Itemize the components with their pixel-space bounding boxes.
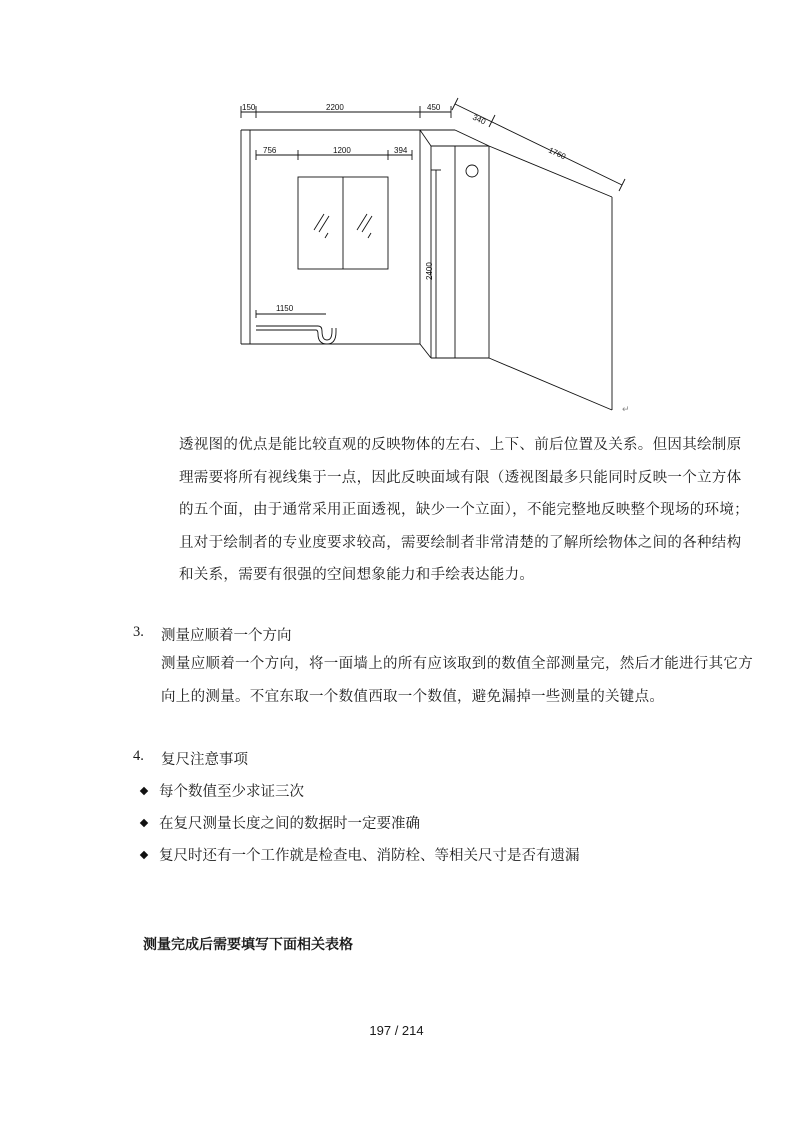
paragraph-line: 且对于绘制者的专业度要求较高，需要绘制者非常清楚的了解所绘物体之间的各种结构 bbox=[179, 534, 742, 551]
bullet-item: 每个数值至少求证三次 bbox=[141, 780, 304, 801]
sink-outline bbox=[256, 326, 332, 340]
perspective-drawing bbox=[0, 0, 793, 420]
section-3-line: 测量应顺着一个方向，将一面墙上的所有应该取到的数值全部测量完，然后才能进行其它方 bbox=[161, 656, 753, 672]
side-wall-bottom bbox=[489, 358, 612, 410]
dim-top-left: 150 bbox=[242, 103, 256, 112]
dim-inner-right: 394 bbox=[394, 146, 408, 155]
diamond-bullet-icon bbox=[140, 819, 148, 827]
bullet-item: 复尺时还有一个工作就是检查电、消防栓、等相关尺寸是否有遗漏 bbox=[141, 844, 580, 865]
bullet-item: 在复尺测量长度之间的数据时一定要准确 bbox=[141, 812, 420, 833]
return-mark: ↵ bbox=[622, 404, 630, 414]
section-3-body bbox=[161, 648, 753, 714]
section-4-title: 复尺注意事项 bbox=[161, 752, 248, 768]
diamond-bullet-icon bbox=[140, 787, 148, 795]
dim-height: 2400 bbox=[425, 262, 434, 280]
section-3-number: 3. bbox=[133, 624, 144, 640]
dim-diag-small: 340 bbox=[471, 112, 488, 127]
dim-diag-large: 1760 bbox=[547, 145, 568, 162]
dim-top-mid: 2200 bbox=[326, 103, 344, 112]
paragraph-line: 和关系，需要有很强的空间想象能力和手绘表达能力。 bbox=[179, 567, 535, 584]
perspective-description bbox=[179, 429, 749, 592]
diamond-bullet-icon bbox=[140, 851, 148, 859]
pipe-circle bbox=[466, 165, 478, 177]
closing-title: 测量完成后需要填写下面相关表格 bbox=[143, 937, 353, 953]
paragraph-line: 理需要将所有视线集于一点，因此反映面域有限（透视图最多只能同时反映一个立方体 bbox=[179, 469, 742, 486]
dim-sink: 1150 bbox=[276, 304, 294, 313]
dim-inner-left: 756 bbox=[263, 146, 277, 155]
section-3-line: 向上的测量。不宜东取一个数值西取一个数值，避免漏掉一些测量的关键点。 bbox=[161, 689, 665, 705]
page-number: 197 / 214 bbox=[369, 1023, 424, 1038]
dim-top-right: 450 bbox=[427, 103, 441, 112]
paragraph-line: 的五个面，由于通常采用正面透视，缺少一个立面），不能完整地反映整个现场的环境； bbox=[179, 502, 749, 519]
section-3-title: 测量应顺着一个方向 bbox=[161, 628, 292, 644]
paragraph-line: 透视图的优点是能比较直观的反映物体的左右、上下、前后位置及关系。但因其绘制原 bbox=[179, 437, 742, 453]
section-4-number: 4. bbox=[133, 748, 144, 764]
dim-inner-mid: 1200 bbox=[333, 146, 351, 155]
